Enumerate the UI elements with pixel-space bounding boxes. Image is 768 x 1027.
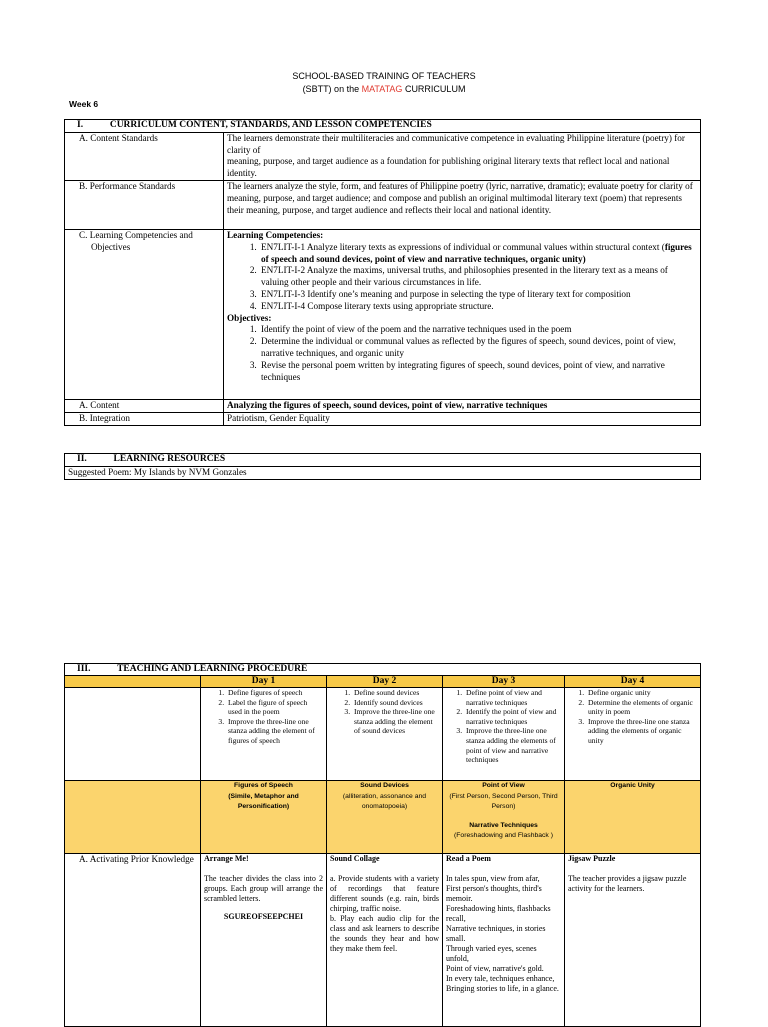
topic4-title: Organic Unity — [610, 782, 655, 789]
topic3-subtitle2: (Foreshadowing and Flashback ) — [454, 832, 553, 839]
doc-title-line2 — [0, 84, 768, 94]
topic-row — [65, 781, 701, 854]
performance-standards-label: B. Performance Standards — [65, 180, 224, 229]
matatag-label: MATATAG — [361, 84, 403, 94]
section2-title: LEARNING RESOURCES — [113, 454, 226, 464]
activity3-title: Read a Poem — [446, 854, 491, 863]
integration-text: Patriotism, Gender Equality — [224, 412, 701, 425]
objectives-row — [65, 688, 701, 781]
suggested-poem: Suggested Poem: My Islands by NVM Gonzales — [65, 466, 701, 479]
section3-number: III. — [77, 664, 91, 674]
day-header-row — [65, 676, 701, 688]
day2-obj-3: 3. Improve the three-line one stanza adding the element of sound devices — [352, 707, 439, 736]
doc-title-line1: SCHOOL-BASED TRAINING OF TEACHERS — [292, 71, 476, 81]
poem-line-6: Point of view, narrative's gold. — [446, 964, 544, 973]
activity1-title: Arrange Me! — [204, 854, 249, 863]
content-standards-label: A. Content Standards — [65, 132, 224, 180]
activity4-title: Jigsaw Puzzle — [568, 854, 616, 863]
activity4-text: The teacher provides a jigsaw puzzle activity for the learners. — [568, 874, 687, 893]
section2-number: II. — [77, 454, 87, 464]
day2-obj-1: 1. Define sound devices — [352, 688, 439, 698]
lc-item-4: 4. EN7LIT-I-4 Compose literary texts using appropriate structure. — [259, 301, 697, 313]
procedure-table — [64, 663, 701, 1027]
activity2-title: Sound Collage — [330, 854, 380, 863]
lc-item-3: 3. EN7LIT-I-3 Identify one’s meaning and purpose in selecting the type of literary text for composition — [259, 289, 697, 301]
objectives-heading: Objectives: — [227, 312, 272, 323]
content-text: Analyzing the figures of speech, sound devices, point of view, narrative techniques — [227, 399, 548, 410]
lc-heading: Learning Competencies: — [227, 229, 324, 240]
objective-item-2: 2. Determine the individual or communal values as reflected by the figures of speech, sound devices, point of view, narrative techniques, and organic unity — [259, 336, 697, 360]
resources-row — [65, 466, 701, 479]
topic3-subtitle: (First Person, Second Person, Third Person) — [449, 792, 558, 810]
day1-obj-2: 2. Label the figure of speech used in the poem — [226, 698, 323, 717]
day1-obj-3: 3. Improve the three-line one stanza adding the element of figures of speech — [226, 717, 323, 746]
section1-header — [65, 120, 701, 133]
day1-header: Day 1 — [201, 676, 327, 688]
content-standards-text2: meaning, purpose, and target audience as a foundation for publishing original literary texts that reflect local and national identity. — [227, 156, 670, 179]
day3-obj-1: 1. Define point of view and narrative techniques — [464, 688, 561, 707]
topic3-title: Point of View — [482, 782, 525, 789]
section2-header — [65, 454, 701, 467]
integration-row — [65, 412, 701, 425]
activating-label: A. Activating Prior Knowledge — [65, 854, 201, 1027]
poem-line-5: Through varied eyes, scenes unfold, — [446, 944, 537, 963]
day2-obj-2: 2. Identify sound devices — [352, 698, 439, 708]
day1-obj-1: 1. Define figures of speech — [226, 688, 323, 698]
topic2-subtitle: (alliteration, assonance and onomatopoeia) — [342, 792, 427, 810]
poem-line-7: In every tale, techniques enhance, — [446, 974, 555, 983]
topic2-title: Sound Devices — [360, 782, 409, 789]
competencies-label: C. Learning Competencies and Objectives — [65, 229, 224, 399]
poem-line-3: Foreshadowing hints, flashbacks recall, — [446, 904, 551, 923]
section1-title: CURRICULUM CONTENT, STANDARDS, AND LESSON COMPETENCIES — [109, 120, 432, 130]
week-label: Week 6 — [69, 99, 99, 109]
day3-obj-3: 3. Improve the three-line one stanza adding the elements of point of view and narrative techniques — [464, 726, 561, 764]
activity2-text-b: b. Play each audio clip for the class and ask learners to describe the sounds they hear and how they make them feel. — [330, 914, 439, 953]
performance-standards-text: The learners analyze the style, form, and features of Philippine poetry (lyric, narrative, dramatic); evaluate poetry for clarity of meaning, purpose, and target audience; and compose and publish an original multimodal literary text (poem) that represents their meaning, purpose, and target audience and reflects their local and national identity. — [224, 180, 701, 229]
activity2-text-a: a. Provide students with a variety of recordings that feature different sounds (e.g. rain, birds chirping, traffic noise. — [330, 874, 439, 913]
performance-standards-row — [65, 180, 701, 229]
day2-header: Day 2 — [327, 676, 443, 688]
section3-header — [65, 664, 701, 676]
content-label: A. Content — [65, 399, 224, 412]
title-prefix: (SBTT) on the — [302, 84, 362, 94]
competencies-row — [65, 229, 701, 399]
integration-label: B. Integration — [65, 412, 224, 425]
topic1-subtitle: (Simile, Metaphor and Personification) — [228, 792, 299, 810]
poem-line-1: In tales spun, view from afar, — [446, 874, 540, 883]
lc-item-2: 2. EN7LIT-I-2 Analyze the maxims, universal truths, and philosophies presented in the literary text as a means of valuing other people and their various circumstances in life. — [259, 265, 697, 289]
objective-item-3: 3. Revise the personal poem written by integrating figures of speech, sound devices, point of view, and narrative techniques — [259, 360, 697, 384]
scrambled-word: SGUREOFSEEPCHEI — [223, 912, 304, 921]
poem-line-8: Bringing stories to life, in a glance. — [446, 984, 559, 993]
section3-title: TEACHING AND LEARNING PROCEDURE — [117, 664, 308, 674]
day4-obj-3: 3. Improve the three-line one stanza adding the elements of organic unity — [586, 717, 697, 746]
title-suffix: CURRICULUM — [402, 84, 466, 94]
objective-item-1: 1. Identify the point of view of the poem and the narrative techniques used in the poem — [259, 324, 697, 336]
day3-obj-2: 2. Identify the point of view and narrative techniques — [464, 707, 561, 726]
curriculum-table — [64, 119, 701, 426]
day4-header: Day 4 — [565, 676, 701, 688]
day4-obj-1: 1. Define organic unity — [586, 688, 697, 698]
activating-row — [65, 854, 701, 1027]
content-standards-text: The learners demonstrate their multiliteracies and communicative competence in evaluating Philippine literature (poetry) for clarity of — [227, 132, 685, 155]
content-standards-row — [65, 132, 701, 180]
resources-table — [64, 453, 701, 480]
poem-line-4: Narrative techniques, in stories small. — [446, 924, 546, 943]
section1-number: I. — [77, 120, 84, 130]
lc-item-1: 1. EN7LIT-I-1 Analyze literary texts as expressions of individual or communal values within structural context (figures of speech and sound devices, point of view and narrative techniques, organic unity) — [259, 242, 697, 266]
topic3-title2: Narrative Techniques — [469, 821, 538, 829]
activity1-text: The teacher divides the class into 2 groups. Each group will arrange the scrambled letters. — [204, 874, 323, 903]
day3-header: Day 3 — [443, 676, 565, 688]
day4-obj-2: 2. Determine the elements of organic unity in poem — [586, 698, 697, 717]
content-row — [65, 399, 701, 412]
topic1-title: Figures of Speech — [234, 782, 293, 789]
poem-line-2: First person's thoughts, third's memoir. — [446, 884, 542, 903]
